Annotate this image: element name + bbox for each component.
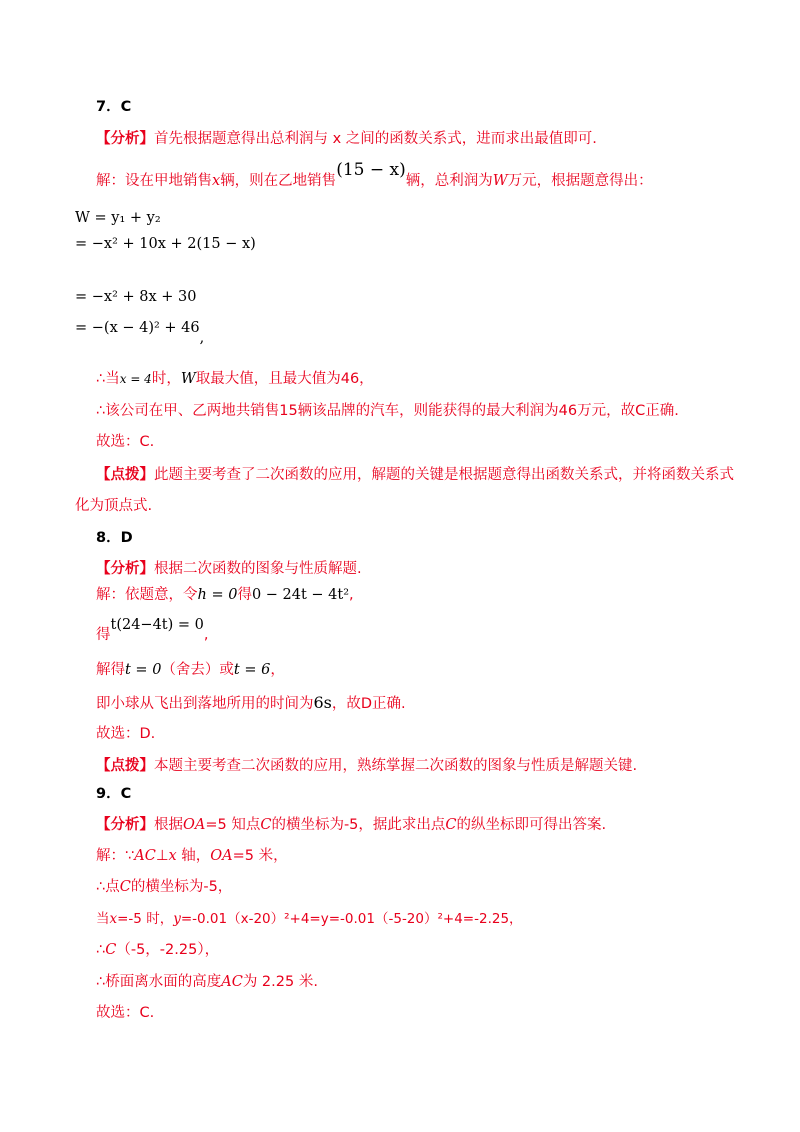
q8-tip bbox=[96, 756, 637, 776]
q8-analysis-text: 根据二次函数的图象与性质解题. bbox=[154, 561, 362, 577]
q7-eq4-wrap bbox=[75, 320, 205, 346]
q7-eq1: W = y₁ + y₂ bbox=[75, 210, 161, 226]
q9-coord-c: C bbox=[105, 942, 117, 958]
q9-pt-c: C bbox=[119, 879, 131, 895]
q7-sol-W: W bbox=[492, 173, 508, 189]
q8-get-label: 得 bbox=[96, 627, 111, 643]
q8-get-comma: , bbox=[203, 627, 209, 643]
q9-analysis-a: 根据 bbox=[154, 817, 183, 833]
q7-sol-x: x bbox=[212, 173, 221, 189]
q7-eq4: = −(x − 4)² + 46 bbox=[75, 320, 200, 336]
q8-time-b: ，故D正确. bbox=[331, 696, 406, 712]
q9-coord bbox=[96, 940, 219, 960]
q7-concl1-cond: x = 4 bbox=[119, 372, 152, 386]
q9-pt-b: 的横坐标为-5， bbox=[130, 879, 233, 895]
q7-analysis-tag: 【分析】 bbox=[96, 131, 154, 147]
q7-sol-expr: (15 − x) bbox=[336, 160, 406, 180]
q9-calc bbox=[96, 909, 523, 929]
q9-calc-y: y bbox=[173, 911, 181, 927]
q9-sol-oa: OA bbox=[210, 848, 233, 864]
q7-answer: 7．C bbox=[96, 99, 132, 115]
q9-analysis-c: 的横坐标为-5，据此求出点 bbox=[271, 817, 446, 833]
q9-calc-c: =-0.01（x-20）²+4=y=-0.01（-5-20）²+4=-2.25， bbox=[180, 911, 523, 927]
q8-tip-text: 本题主要考查二次函数的应用，熟练掌握二次函数的图象与性质是解题关键. bbox=[154, 758, 638, 774]
q8-answer: 8．D bbox=[96, 530, 133, 546]
q9-choose: 故选：C. bbox=[96, 1005, 155, 1021]
q7-concl1-a: ∴当 bbox=[96, 371, 120, 387]
q8-time-a: 即小球从飞出到落地所用的时间为 bbox=[96, 696, 314, 712]
q9-calc-a: 当 bbox=[96, 911, 110, 927]
q9-height bbox=[96, 972, 318, 992]
q8-get bbox=[96, 617, 209, 643]
q9-sol-d: =5 米， bbox=[232, 848, 288, 864]
q7-eq3: = −x² + 8x + 30 bbox=[75, 289, 197, 305]
q7-tip-tag: 【点拨】 bbox=[96, 467, 154, 483]
q7-analysis-text: 首先根据题意得出总利润与 x 之间的函数关系式，进而求出最值即可. bbox=[154, 131, 597, 147]
q9-answer: 9．C bbox=[96, 786, 132, 802]
q9-sol-ac: AC bbox=[134, 848, 156, 864]
q8-solution bbox=[96, 585, 354, 605]
q8-get-expr: t(24−4t) = 0 bbox=[110, 617, 204, 633]
q8-tip-tag: 【点拨】 bbox=[96, 758, 154, 774]
q9-pt-a: ∴点 bbox=[96, 879, 120, 895]
q7-eq4-comma: , bbox=[199, 330, 205, 346]
q9-point bbox=[96, 877, 232, 897]
q8-sol-h: h = 0 bbox=[197, 587, 238, 603]
q9-analysis-tag: 【分析】 bbox=[96, 817, 154, 833]
q8-time-val: 6s bbox=[313, 693, 332, 712]
q9-height-b: 为 2.25 米. bbox=[242, 974, 318, 990]
q9-analysis bbox=[96, 815, 606, 835]
q8-analysis bbox=[96, 559, 362, 579]
q7-sol-end: 万元，根据题意得出： bbox=[507, 173, 653, 189]
q7-analysis bbox=[96, 129, 597, 149]
q8-choose: 故选：D. bbox=[96, 726, 156, 742]
q9-sol-b: ⊥ bbox=[155, 848, 169, 864]
q8-solve-a: 解得 bbox=[96, 662, 125, 678]
q7-sol-mid2: 辆，总利润为 bbox=[405, 173, 493, 189]
q7-concl1-b: 时， bbox=[151, 371, 181, 387]
q9-analysis-oa: OA bbox=[183, 817, 206, 833]
q9-height-a: ∴桥面离水面的高度 bbox=[96, 974, 222, 990]
q8-sol-b: 得 bbox=[237, 587, 252, 603]
q8-sol-expr: 0 − 24t − 4t² bbox=[251, 587, 350, 603]
q7-solution-intro bbox=[96, 160, 653, 191]
q8-sol-a: 解：依题意，令 bbox=[96, 587, 198, 603]
q9-calc-b: =-5 时， bbox=[117, 911, 174, 927]
q9-analysis-d: 的纵坐标即可得出答案. bbox=[456, 817, 607, 833]
q8-solve-c: ， bbox=[270, 662, 285, 678]
q7-concl1-W: W bbox=[180, 371, 196, 387]
q7-tip-line2: 化为顶点式. bbox=[75, 498, 153, 514]
q8-solve-t6: t = 6 bbox=[233, 662, 271, 678]
q7-tip-line1: 此题主要考查了二次函数的应用，解题的关键是根据题意得出函数关系式，并将函数关系式 bbox=[154, 467, 734, 483]
q9-calc-x: x bbox=[109, 911, 118, 927]
q9-analysis-c1: C bbox=[260, 817, 272, 833]
q9-solution bbox=[96, 846, 288, 866]
q9-coord-b: （-5，-2.25）， bbox=[116, 942, 220, 958]
q9-sol-x: x bbox=[168, 848, 177, 864]
q8-sol-comma: , bbox=[349, 587, 354, 603]
q9-sol-c: 轴， bbox=[176, 848, 211, 864]
q8-solve-b: （舍去）或 bbox=[161, 662, 234, 678]
q7-choose: 故选：C. bbox=[96, 434, 155, 450]
q9-coord-a: ∴ bbox=[96, 942, 106, 958]
q8-time bbox=[96, 693, 406, 714]
q7-eq2: = −x² + 10x + 2(15 − x) bbox=[75, 236, 256, 252]
q7-tip bbox=[96, 465, 734, 485]
q8-analysis-tag: 【分析】 bbox=[96, 561, 154, 577]
q8-solve-t0: t = 0 bbox=[125, 662, 162, 678]
q9-sol-a: 解：∵ bbox=[96, 848, 135, 864]
q8-solve bbox=[96, 660, 285, 680]
q7-sol-prefix: 解：设在甲地销售 bbox=[96, 173, 212, 189]
q9-analysis-c2: C bbox=[445, 817, 457, 833]
q9-height-ac: AC bbox=[221, 974, 243, 990]
q7-conclusion-1 bbox=[96, 369, 374, 389]
q7-sol-mid1: 辆，则在乙地销售 bbox=[220, 173, 337, 189]
q9-analysis-b: =5 知点 bbox=[205, 817, 261, 833]
q7-concl1-c: 取最大值，且最大值为46， bbox=[195, 371, 374, 387]
q7-conclusion-2: ∴该公司在甲、乙两地共销售15辆该品牌的汽车，则能获得的最大利润为46万元，故C正确. bbox=[96, 403, 679, 419]
